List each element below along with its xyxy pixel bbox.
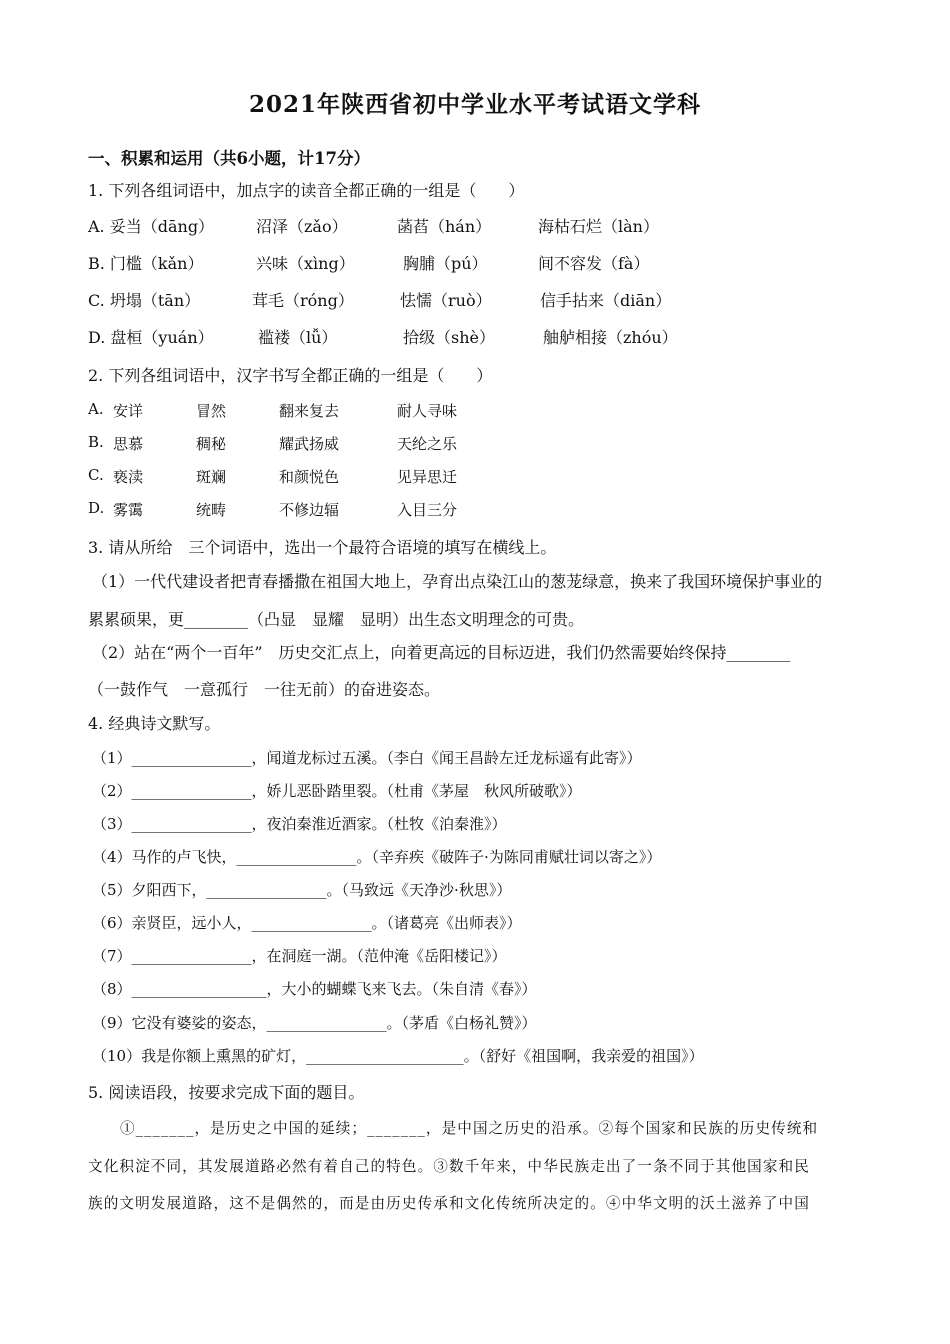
- q2-word: 思慕: [113, 435, 144, 453]
- q5-passage-line: 族的文明发展道路，这不是偶然的，而是由历史传承和文化传统所决定的。④中华文明的沃土滋养了中国: [88, 1195, 810, 1212]
- q2-word: 天纶之乐: [397, 435, 458, 453]
- q2-word: 耐人寻味: [397, 402, 458, 420]
- q1-option-word: 拾级（shè）: [403, 328, 495, 347]
- q2-word: 斑斓: [196, 468, 227, 486]
- q4-item: （2）________________，娇儿恶卧踏里裂。（杜甫《茅屋 秋风所破歌》）: [92, 782, 582, 800]
- q1-stem: 1. 下列各组词语中，加点字的读音全都正确的一组是（ ）: [88, 181, 525, 200]
- q1-option-word: 沼泽（zǎo）: [256, 217, 348, 236]
- q1-option-word: 舳舻相接（zhóu）: [543, 328, 678, 347]
- q2-option-letter: C.: [88, 466, 104, 484]
- q2-word: 入目三分: [397, 501, 458, 519]
- q2-word: 稠秘: [196, 435, 227, 453]
- q4-item: （8）__________________，大小的蝴蝶飞来飞去。（朱自清《春》）: [92, 980, 537, 998]
- q2-stem: 2. 下列各组词语中，汉字书写全都正确的一组是（ ）: [88, 366, 493, 385]
- q1-option-word: 间不容发（fà）: [538, 254, 650, 273]
- q4-item: （5）夕阳西下，________________。（马致远《天净沙·秋思》）: [92, 881, 512, 899]
- q4-item: （10）我是你额上熏黑的矿灯，_____________________。（舒好《祖国啊，我亲爱的祖国》）: [92, 1047, 704, 1065]
- q1-option-word: 茸毛（róng）: [252, 291, 354, 310]
- q2-word: 见异思迁: [397, 468, 458, 486]
- q1-option-word: 兴味（xìng）: [256, 254, 355, 273]
- q2-option-letter: A.: [88, 400, 104, 418]
- section-heading: 一、积累和运用（共6小题，计17分）: [88, 149, 370, 168]
- q1-option-word: 褴褛（lǚ）: [258, 328, 338, 347]
- q2-word: 冒然: [196, 402, 227, 420]
- q2-option-letter: D.: [88, 499, 105, 517]
- q5-passage-line: ①_______，是历史之中国的延续；_______，是中国之历史的沿承。②每个国家和民族的历史传统和: [120, 1120, 819, 1137]
- q2-word: 亵渎: [113, 468, 144, 486]
- q4-item: （1）________________，闻道龙标过五溪。（李白《闻王昌龄左迁龙标遥有此寄》）: [92, 749, 642, 767]
- q4-item: （4）马作的卢飞快，________________。（辛弃疾《破阵子·为陈同甫赋壮词以寄之》）: [92, 848, 662, 866]
- q1-option-word: 胸脯（pú）: [403, 254, 488, 273]
- q2-word: 统畴: [196, 501, 227, 519]
- q4-item: （7）________________，在洞庭一湖。（范仲淹《岳阳楼记》）: [92, 947, 507, 965]
- q2-word: 雾霭: [113, 501, 144, 519]
- q4-item: （3）________________，夜泊秦淮近酒家。（杜牧《泊秦淮》）: [92, 815, 507, 833]
- q1-option-word: 海枯石烂（làn）: [538, 217, 659, 236]
- q3-part1-line1: （1）一代代建设者把青春播撒在祖国大地上，孕育出点染江山的葱茏绿意，换来了我国环境保护事业的: [92, 572, 823, 591]
- q5-stem: 5. 阅读语段，按要求完成下面的题目。: [88, 1083, 365, 1102]
- q4-item: （6）亲贤臣，远小人，________________。（诸葛亮《出师表》）: [92, 914, 522, 932]
- q4-item: （9）它没有婆娑的姿态，________________。（茅盾《白杨礼赞》）: [92, 1014, 537, 1032]
- q1-option-word: 信手拈来（diān）: [540, 291, 672, 310]
- document-title: 2021年陕西省初中学业水平考试语文学科: [248, 91, 701, 118]
- q3-stem: 3. 请从所给 三个词语中，选出一个最符合语境的填写在横线上。: [88, 538, 557, 557]
- q1-option-a: A. 妥当（dāng）: [88, 217, 215, 236]
- q2-word: 不修边辐: [279, 501, 340, 519]
- q2-option-letter: B.: [88, 433, 104, 451]
- q1-option-b: B. 门槛（kǎn）: [88, 254, 204, 273]
- q1-option-word: 菡萏（hán）: [397, 217, 492, 236]
- q2-word: 和颜悦色: [279, 468, 340, 486]
- q1-option-d: D. 盘桓（yuán）: [88, 328, 214, 347]
- q4-stem: 4. 经典诗文默写。: [88, 714, 221, 733]
- q2-word: 翻来复去: [279, 402, 340, 420]
- q2-word: 安详: [113, 402, 144, 420]
- q2-word: 耀武扬威: [279, 435, 340, 453]
- q3-part2-line1: （2）站在“两个一百年” 历史交汇点上，向着更高远的目标迈进，我们仍然需要始终保持________: [92, 643, 791, 662]
- q5-passage-line: 文化积淀不同，其发展道路必然有着自己的特色。③数千年来，中华民族走出了一条不同于其他国家和民: [88, 1158, 810, 1175]
- q3-part2-line2: （一鼓作气 一意孤行 一往无前）的奋进姿态。: [88, 680, 441, 699]
- q1-option-c: C. 坍塌（tān）: [88, 291, 201, 310]
- q3-part1-line2: 累累硕果，更________（凸显 显耀 显明）出生态文明理念的可贵。: [88, 610, 585, 629]
- q1-option-word: 怯懦（ruò）: [400, 291, 492, 310]
